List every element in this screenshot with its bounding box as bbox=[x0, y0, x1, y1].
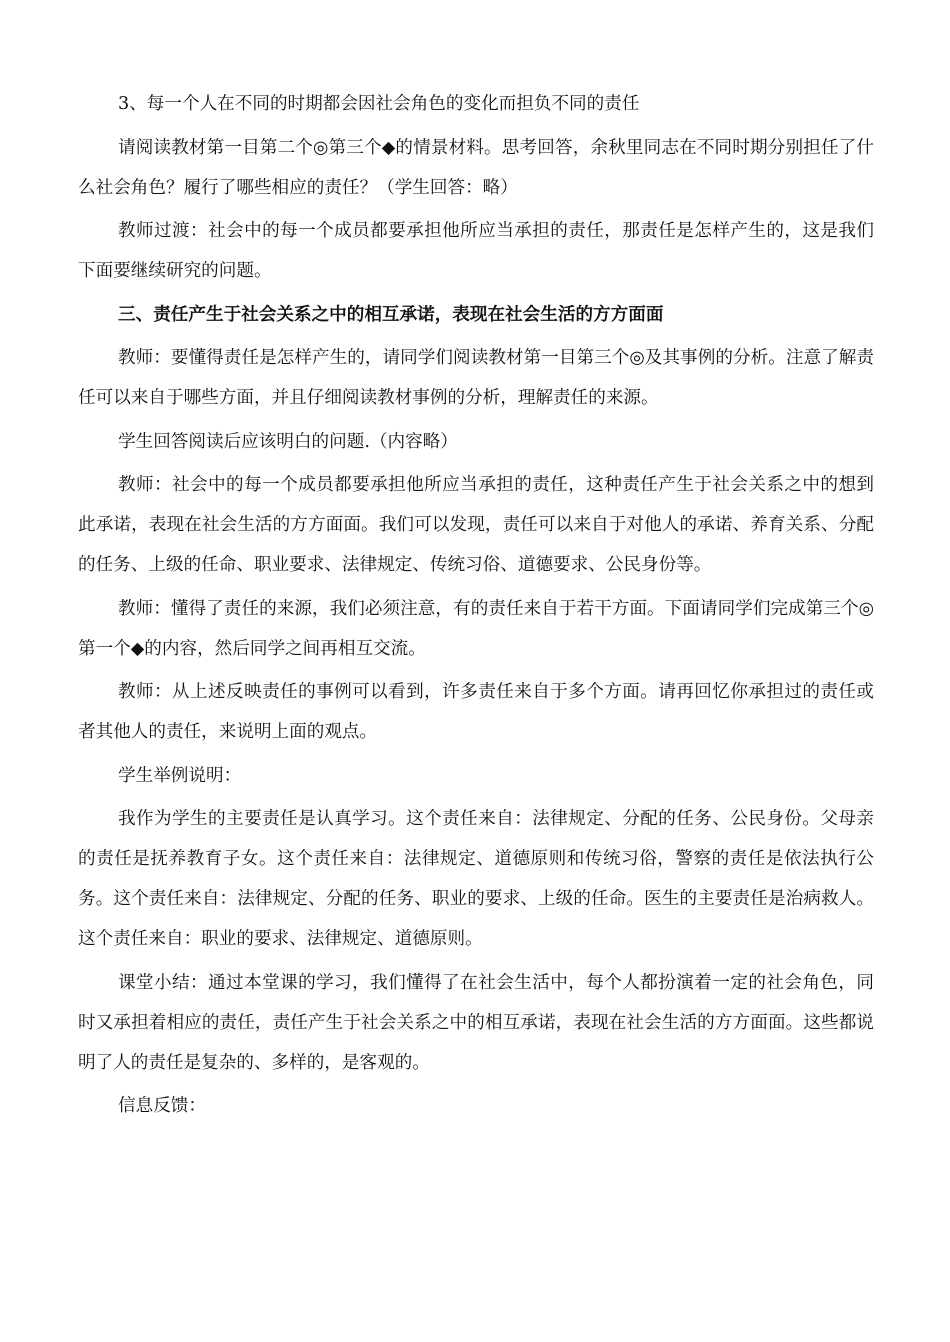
body-paragraph: 我作为学生的主要责任是认真学习。这个责任来自：法律规定、分配的任务、公民身份。父母亲的责任是抚养教育子女。这个责任来自：法律规定、道德原则和传统习俗，警察的责任是依法执行公务。这个责任来自：法律规定、分配的任务、职业的要求、上级的任命。医生的主要责任是治病救人。这个责任来自：职业的要求、法律规定、道德原则。 bbox=[78, 809, 874, 949]
body-paragraph: 教师：社会中的每一个成员都要承担他所应当承担的责任，这种责任产生于社会关系之中的想到此承诺，表现在社会生活的方方面面。我们可以发现，责任可以来自于对他人的承诺、养育关系、分配的任务、上级的任命、职业要求、法律规定、传统习俗、道德要求、公民身份等。 bbox=[78, 475, 874, 575]
body-paragraph: 教师：要懂得责任是怎样产生的，请同学们阅读教材第一目第三个◎及其事例的分析。注意了解责任可以来自于哪些方面，并且仔细阅读教材事例的分析，理解责任的来源。 bbox=[78, 348, 874, 408]
document-page bbox=[78, 84, 874, 1130]
body-paragraph: 学生回答阅读后应该明白的问题.（内容略） bbox=[118, 431, 458, 452]
body-paragraph: 教师：从上述反映责任的事例可以看到，许多责任来自于多个方面。请再回忆你承担过的责任或者其他人的责任，来说明上面的观点。 bbox=[78, 682, 874, 742]
body-paragraph: 请阅读教材第一目第二个◎第三个◆的情景材料。思考回答，余秋里同志在不同时期分别担任了什么社会角色？履行了哪些相应的责任？（学生回答：略） bbox=[78, 137, 874, 198]
section-heading: 三、责任产生于社会关系之中的相互承诺，表现在社会生活的方方面面 bbox=[118, 304, 664, 325]
body-paragraph: 教师：懂得了责任的来源，我们必须注意，有的责任来自于若干方面。下面请同学们完成第三个◎第一个◆的内容，然后同学之间再相互交流。 bbox=[78, 598, 874, 659]
summary-paragraph: 课堂小结：通过本堂课的学习，我们懂得了在社会生活中，每个人都扮演着一定的社会角色，同时又承担着相应的责任，责任产生于社会关系之中的相互承诺，表现在社会生活的方方面面。这些都说明了人的责任是复杂的、多样的，是客观的。 bbox=[78, 972, 874, 1073]
body-paragraph: 教师过渡：社会中的每一个成员都要承担他所应当承担的责任，那责任是怎样产生的，这是我们下面要继续研究的问题。 bbox=[78, 221, 874, 281]
subsection-heading: 3、每一个人在不同的时期都会因社会角色的变化而担负不同的责任 bbox=[118, 94, 640, 114]
body-paragraph: 学生举例说明： bbox=[118, 765, 242, 786]
feedback-label: 信息反馈： bbox=[118, 1096, 206, 1116]
